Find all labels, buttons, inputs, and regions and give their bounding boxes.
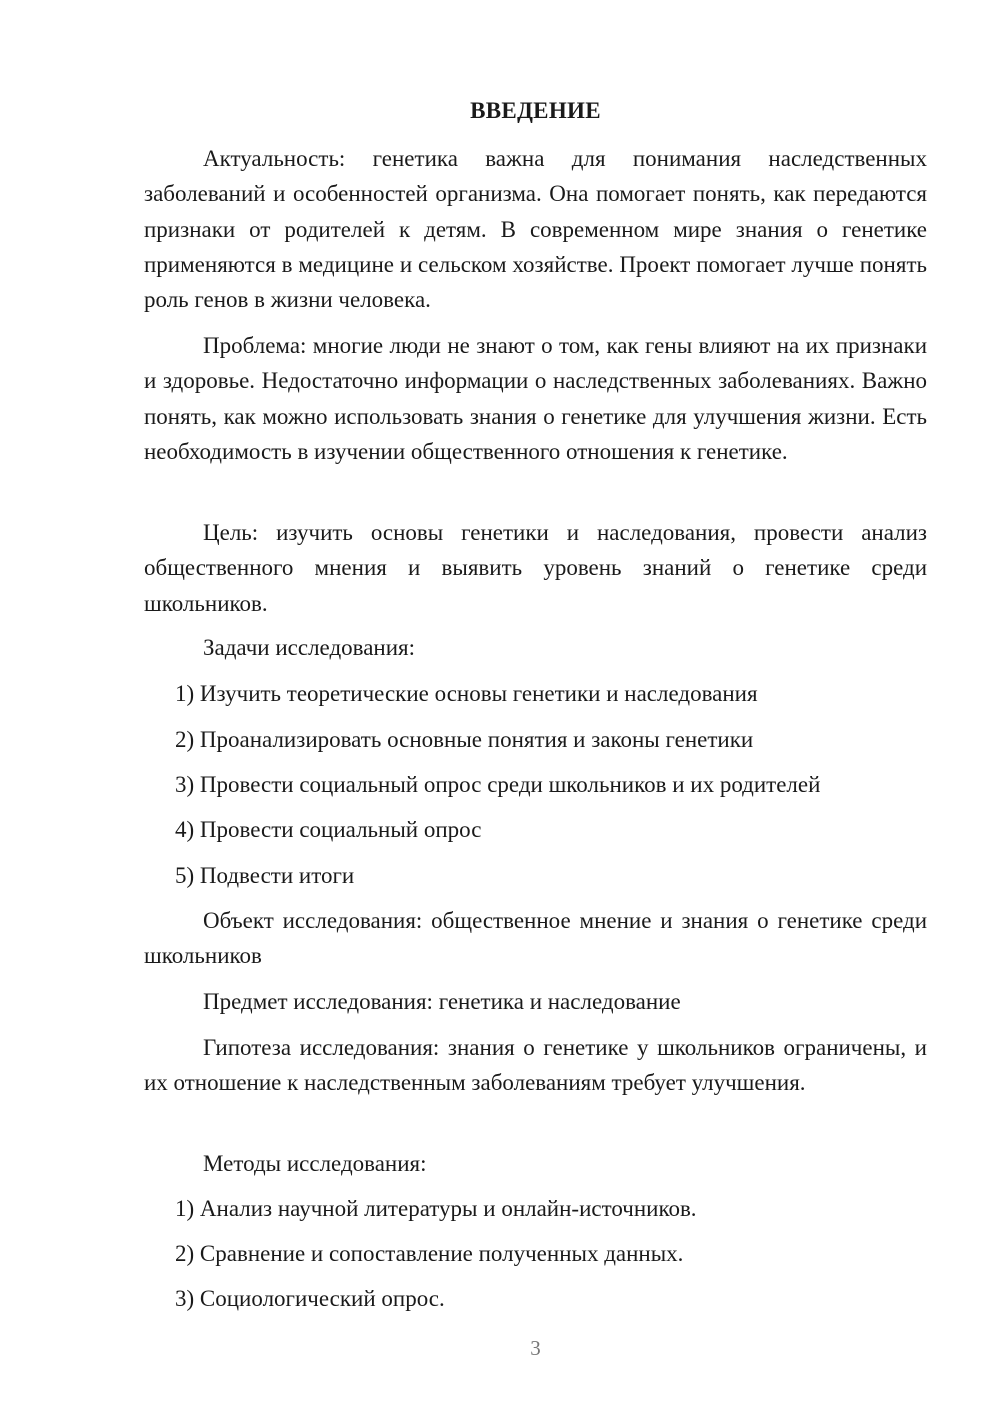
goal-paragraph: Цель: изучить основы генетики и наследования, провести анализ общественного мнения и выявить уровень знаний о генетике среди школьников. [144, 520, 927, 616]
method-item-2: 2) Сравнение и сопоставление полученных данных. [175, 1241, 684, 1266]
section-heading: ВВЕДЕНИЕ [470, 98, 601, 123]
relevance-paragraph: Актуальность: генетика важна для понимания наследственных заболеваний и особенностей организма. Она помогает понять, как передаются признаки от родителей к детям. В современном мире знания о генетике применяются в медицине и сельском хозяйстве. Проект помогает лучше понять роль генов в жизни человека. [144, 146, 927, 313]
method-item-1: 1) Анализ научной литературы и онлайн-источников. [175, 1196, 697, 1221]
subject-line: Предмет исследования: генетика и наследование [203, 989, 681, 1014]
task-item-5: 5) Подвести итоги [175, 863, 355, 888]
object-paragraph: Объект исследования: общественное мнение и знания о генетике среди школьников [144, 908, 927, 969]
page-number: 3 [530, 1336, 541, 1360]
task-item-4: 4) Провести социальный опрос [175, 817, 482, 842]
task-item-1: 1) Изучить теоретические основы генетики и наследования [175, 681, 758, 706]
task-item-3: 3) Провести социальный опрос среди школьников и их родителей [175, 772, 821, 797]
method-item-3: 3) Социологический опрос. [175, 1286, 445, 1311]
problem-paragraph: Проблема: многие люди не знают о том, как гены влияют на их признаки и здоровье. Недостаточно информации о наследственных заболеваниях. Важно понять, как можно использовать знания о генетике для улучшения жизни. Есть необходимость в изучении общественного отношения к генетике. [144, 333, 927, 464]
task-item-2: 2) Проанализировать основные понятия и законы генетики [175, 727, 754, 752]
hypothesis-paragraph: Гипотеза исследования: знания о генетике у школьников ограничены, и их отношение к наследственным заболеваниям требует улучшения. [144, 1035, 927, 1096]
methods-title: Методы исследования: [203, 1151, 427, 1176]
document-page [144, 0, 927, 1414]
tasks-title: Задачи исследования: [203, 635, 416, 660]
